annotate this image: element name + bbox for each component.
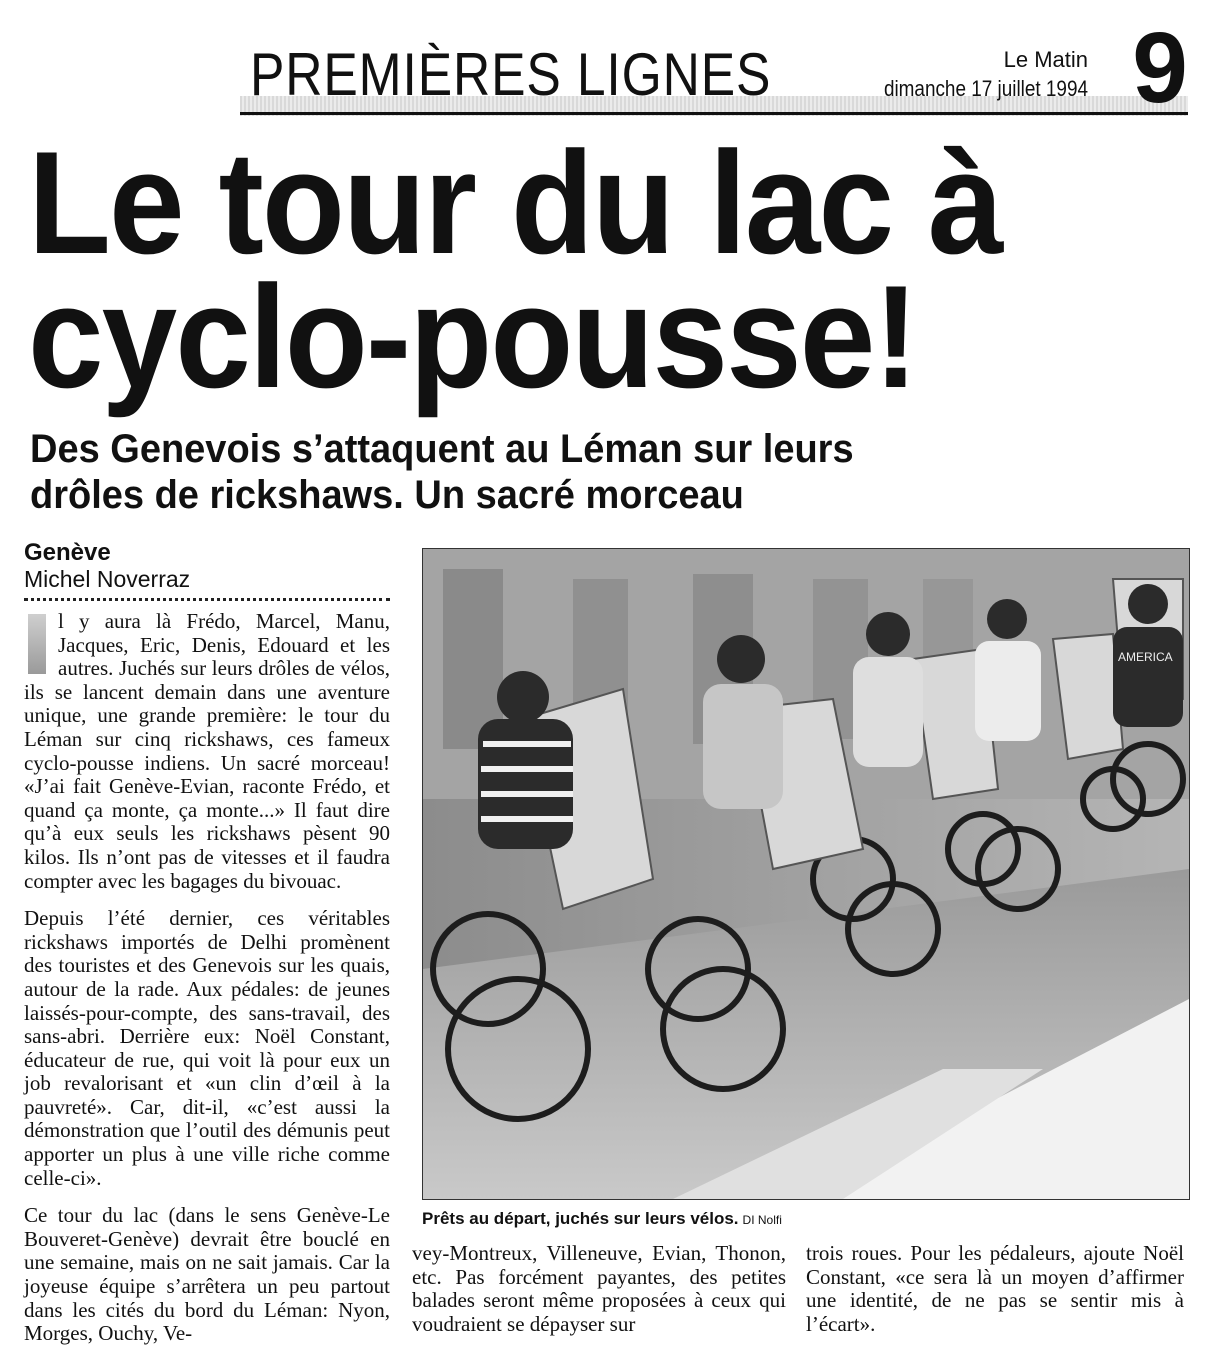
photo-caption-text: Prêts au départ, juchés sur leurs vélos.: [422, 1209, 739, 1228]
paragraph-3: Ce tour du lac (dans le sens Genève-Le Bouveret-Genève) devrait être bouclé en une semaine, mais on ne sait jamais. Car la joyeuse équipe s’arrêtera un peu partout dans les cités du bord du Léman: Nyon, Morges, Ouchy, Ve-: [24, 1203, 390, 1346]
headline-line-2: cyclo-pousse!: [28, 255, 917, 418]
subheadline-line-2: drôles de rickshaws. Un sacré morceau: [30, 473, 744, 517]
author-name: Michel Noverraz: [24, 566, 191, 592]
section-title: PREMIÈRES LIGNES: [250, 41, 772, 108]
article-photo: [422, 548, 1190, 1200]
paragraph-1: [24, 610, 390, 893]
jersey-text: AMERICA: [1118, 650, 1173, 664]
paragraph-2: Depuis l’été dernier, ces véritables rickshaws importés de Delhi promènent des touristes et des Genevois sur les quais, autour de la rade. Aux pédales: de jeunes laissés-pour-compte, des sans-travail, des sans-abri. Derrière eux: Noël Constant, éducateur de rue, qui voit là pour eux un job revalorisant et «un clin d’œil à la pauvreté». Car, dit-il, «c’est aussi la démonstration que l’outil des démunis peut apporter un plus à une ville riche comme celle-ci».: [24, 906, 390, 1190]
paragraph-1-text: l y aura là Frédo, Marcel, Manu, Jacques, Eric, Denis, Edouard et les autres. Juchés sur leurs drôles de vélos, ils se lancent demain dans une aventure unique, une grande première: le tour du Léman sur cinq rickshaws, ces fameux cyclo-pousse indiens. Un sacré morceau! «J’ai fait Genève-Evian, raconte Frédo, et quand ça monte, ça monte...» Il faut dire qu’à eux seuls les rickshaws pèsent 90 kilos. Ils n’ont pas de vitesses et il faudra compter avec les bagages du bivouac.: [24, 609, 390, 893]
photo-caption: [422, 1208, 1188, 1231]
subheadline-line-1: Des Genevois s’attaquent au Léman sur leurs: [30, 427, 854, 471]
issue-date: dimanche 17 juillet 1994: [883, 76, 1088, 101]
paragraph-4: vey-Montreux, Villeneuve, Evian, Thonon, etc. Pas forcément payantes, des petites balades seront même proposées à ceux qui voudraient se dépayser sur: [412, 1241, 786, 1336]
article-column-1: [24, 610, 390, 1346]
dateline: Genève: [24, 539, 111, 566]
paragraph-5: trois roues. Pour les pédaleurs, ajoute Noël Constant, «ce sera là un moyen d’affirmer une identité, de ne pas se sentir mis à l’écart».: [806, 1241, 1184, 1336]
byline-divider: [24, 598, 390, 603]
article-column-3: [806, 1242, 1184, 1336]
header-rule: [240, 112, 1188, 115]
drop-cap: [28, 614, 46, 674]
article-column-2: [412, 1242, 786, 1336]
headline-line-1: Le tour du lac à: [28, 121, 1002, 284]
newspaper-name: Le Matin: [1003, 47, 1088, 72]
photo-credit: DI Nolfi: [742, 1213, 782, 1227]
page-number: 9: [1132, 12, 1188, 124]
